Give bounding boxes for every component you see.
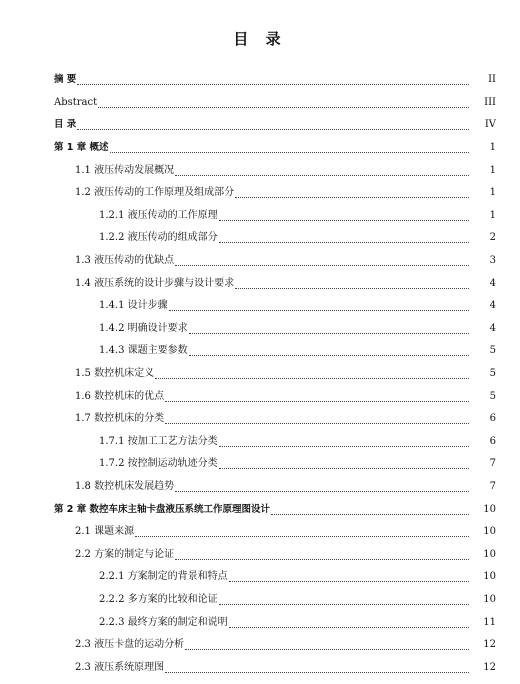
toc-entry-page-number: 11 — [483, 616, 496, 628]
toc-entry-label: 1.4.3 课题主要参数 — [99, 345, 188, 357]
toc-entry-page-number: 4 — [489, 300, 496, 312]
toc-entry-page-number: 7 — [489, 480, 496, 492]
toc-entry-page-number: IV — [484, 119, 496, 131]
dot-leader — [165, 400, 469, 402]
dot-leader — [175, 264, 469, 266]
toc-entry[interactable] — [0, 385, 520, 408]
toc-entry-page-number: 10 — [483, 571, 496, 583]
dot-leader — [175, 174, 469, 176]
toc-entry[interactable] — [0, 634, 520, 657]
toc-entry[interactable] — [0, 589, 520, 612]
toc-entry[interactable] — [0, 543, 520, 566]
toc-entry-page-number: 6 — [489, 435, 496, 447]
toc-entry[interactable] — [0, 521, 520, 544]
toc-entry-label: 1.1 液压传动发展概况 — [75, 164, 175, 176]
dot-leader — [219, 219, 469, 221]
toc-entry[interactable] — [0, 476, 520, 499]
dot-leader — [169, 309, 469, 311]
toc-entry-page-number: 10 — [483, 503, 496, 515]
toc-entry[interactable] — [0, 453, 520, 476]
toc-entry[interactable] — [0, 250, 520, 273]
toc-entry[interactable] — [0, 318, 520, 341]
toc-entry-label: 1.2.1 液压传动的工作原理 — [99, 209, 218, 221]
toc-entry[interactable] — [0, 295, 520, 318]
dot-leader — [185, 648, 469, 650]
page-title: 目 录 — [233, 30, 287, 48]
toc-entry[interactable] — [0, 92, 520, 115]
toc-entry-label: 1.8 数控机床发展趋势 — [75, 480, 175, 492]
dot-leader — [135, 535, 469, 537]
toc-entry-label: 第 2 章 数控车床主轴卡盘液压系统工作原理图设计 — [54, 503, 271, 515]
toc-entry-label: Abstract — [54, 96, 98, 108]
toc-entry[interactable] — [0, 363, 520, 386]
dot-leader — [155, 377, 469, 379]
toc-entry-label: 1.4.1 设计步骤 — [99, 300, 168, 312]
toc-entry-page-number: II — [488, 74, 496, 86]
toc-entry-label: 2.2.3 最终方案的制定和说明 — [99, 616, 228, 628]
toc-entry-label: 目 录 — [54, 119, 77, 131]
toc-entry[interactable] — [0, 114, 520, 137]
toc-entry[interactable] — [0, 69, 520, 92]
toc-entry[interactable] — [0, 340, 520, 363]
toc-entry[interactable] — [0, 227, 520, 250]
dot-leader — [175, 558, 469, 560]
toc-entry[interactable] — [0, 431, 520, 454]
toc-entry-label: 2.2.1 方案制定的背景和特点 — [99, 571, 228, 583]
toc-entry-label: 1.7.1 按加工工艺方法分类 — [99, 435, 218, 447]
dot-leader — [235, 196, 469, 198]
toc-entry[interactable] — [0, 182, 520, 205]
dot-leader — [219, 445, 469, 447]
toc-entry[interactable] — [0, 498, 520, 521]
toc-entry-page-number: 3 — [489, 255, 496, 267]
dot-leader — [235, 287, 469, 289]
toc-entry-page-number: 12 — [483, 639, 496, 651]
dot-leader — [229, 626, 469, 628]
toc-entry-label: 1.7 数控机床的分类 — [75, 413, 165, 425]
toc-entry-page-number: 10 — [483, 548, 496, 560]
dot-leader — [219, 467, 469, 469]
toc-entry-label: 1.6 数控机床的优点 — [75, 390, 165, 402]
dot-leader — [271, 513, 469, 515]
dot-leader — [98, 106, 469, 108]
toc-entry-page-number: III — [484, 96, 496, 108]
toc-entry-label: 第 1 章 概述 — [54, 142, 109, 154]
toc-entry-page-number: 5 — [489, 390, 496, 402]
toc-entry-page-number: 1 — [489, 142, 496, 154]
toc-entry[interactable] — [0, 159, 520, 182]
toc-entry-page-number: 5 — [489, 345, 496, 357]
toc-entry-page-number: 7 — [489, 458, 496, 470]
dot-leader — [189, 332, 469, 334]
toc-entry-label: 1.7.2 按控制运动轨迹分类 — [99, 458, 218, 470]
dot-leader — [165, 671, 469, 673]
toc-entry-label: 1.5 数控机床定义 — [75, 368, 155, 380]
toc-entry-page-number: 4 — [489, 322, 496, 334]
toc-entry[interactable] — [0, 408, 520, 431]
dot-leader — [219, 603, 469, 605]
toc-entry-page-number: 10 — [483, 593, 496, 605]
toc-entry-label: 1.4 液压系统的设计步骤与设计要求 — [75, 277, 235, 289]
toc-entry-label: 1.3 液压传动的优缺点 — [75, 255, 175, 267]
dot-leader — [229, 580, 469, 582]
dot-leader — [110, 151, 469, 153]
table-of-contents — [0, 69, 520, 679]
toc-entry-page-number: 10 — [483, 526, 496, 538]
toc-entry-label: 摘 要 — [54, 74, 77, 86]
dot-leader — [77, 83, 469, 85]
toc-entry[interactable] — [0, 272, 520, 295]
toc-entry[interactable] — [0, 656, 520, 679]
toc-entry-label: 2.3 液压系统原理图 — [75, 661, 165, 673]
dot-leader — [175, 490, 469, 492]
toc-entry[interactable] — [0, 611, 520, 634]
dot-leader — [77, 128, 469, 130]
toc-entry-page-number: 6 — [489, 413, 496, 425]
toc-entry-label: 2.3 液压卡盘的运动分析 — [75, 639, 185, 651]
toc-entry-label: 1.2.2 液压传动的组成部分 — [99, 232, 218, 244]
dot-leader — [189, 354, 469, 356]
toc-entry-label: 2.2 方案的制定与论证 — [75, 548, 175, 560]
toc-entry-page-number: 2 — [489, 232, 496, 244]
toc-entry-label: 1.4.2 明确设计要求 — [99, 322, 188, 334]
toc-entry-label: 2.2.2 多方案的比较和论证 — [99, 593, 218, 605]
toc-entry-page-number: 5 — [489, 368, 496, 380]
toc-entry[interactable] — [0, 205, 520, 228]
toc-entry-page-number: 1 — [489, 164, 496, 176]
toc-entry[interactable] — [0, 137, 520, 160]
toc-entry[interactable] — [0, 566, 520, 589]
toc-entry-page-number: 1 — [489, 209, 496, 221]
toc-entry-page-number: 1 — [489, 187, 496, 199]
dot-leader — [165, 422, 469, 424]
toc-entry-label: 2.1 课题来源 — [75, 526, 135, 538]
dot-leader — [219, 241, 469, 243]
toc-entry-label: 1.2 液压传动的工作原理及组成部分 — [75, 187, 235, 199]
toc-entry-page-number: 4 — [489, 277, 496, 289]
toc-entry-page-number: 12 — [483, 661, 496, 673]
